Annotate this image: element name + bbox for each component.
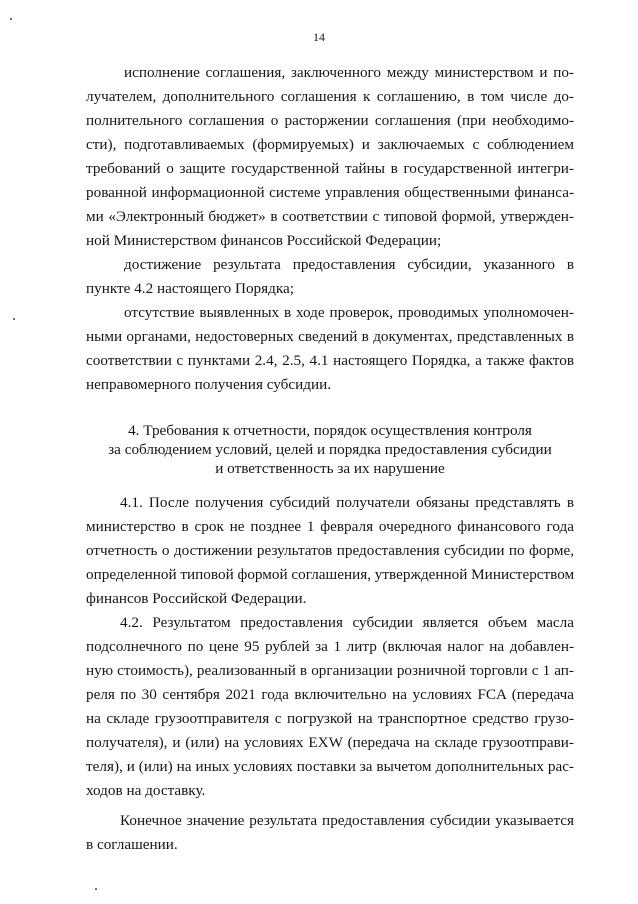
paragraph-line: 4.1. После получения субсидий получатели обязаны представлять в bbox=[120, 494, 574, 511]
paragraph-line: ными органами, недостоверных сведений в документах, представленных в bbox=[86, 328, 574, 345]
paragraph-line: отсутствие выявленных в ходе проверок, проводимых уполномочен- bbox=[124, 304, 574, 321]
paragraph-line: полнительного соглашения о расторжении соглашения (при необходимо- bbox=[86, 112, 574, 129]
paragraph-line: министерство в срок не позднее 1 февраля очередного финансового года bbox=[86, 518, 574, 535]
paragraph-line: лучателем, дополнительного соглашения к соглашению, в том числе до- bbox=[86, 88, 574, 105]
paragraph-line: отчетность о достижении результатов предоставления субсидии по форме, bbox=[86, 542, 574, 559]
scan-speck bbox=[95, 888, 97, 890]
paragraph-line: исполнение соглашения, заключенного между министерством и по- bbox=[124, 64, 574, 81]
paragraph-line: пункте 4.2 настоящего Порядка; bbox=[86, 280, 294, 297]
paragraph-line: получателя), и (или) на условиях EXW (передача на складе грузоотправи- bbox=[86, 734, 574, 751]
paragraph-line: определенной типовой формой соглашения, утвержденной Министерством bbox=[86, 566, 575, 583]
paragraph-line: ной Министерством финансов Российской Федерации; bbox=[86, 232, 442, 249]
paragraph-line: реля по 30 сентября 2021 года включительно на условиях FCA (передача bbox=[86, 686, 574, 703]
section-heading: за соблюдением условий, целей и порядка предоставления субсидии bbox=[108, 441, 552, 458]
paragraph-line: ходов на доставку. bbox=[86, 782, 206, 799]
paragraph-line: в соглашении. bbox=[86, 836, 178, 853]
paragraph-line: ную стоимость), реализованный в организации розничной торговли с 1 ап- bbox=[86, 662, 574, 679]
paragraph-line: теля), и (или) на иных условиях поставки за вычетом дополнительных рас- bbox=[86, 758, 574, 775]
page-number: 14 bbox=[313, 30, 325, 44]
section-heading: 4. Требования к отчетности, порядок осуществления контроля bbox=[128, 422, 532, 439]
paragraph-line: 4.2. Результатом предоставления субсидии является объем масла bbox=[120, 614, 574, 631]
paragraph-line: на складе грузоотправителя с погрузкой на транспортное средство грузо- bbox=[86, 710, 574, 727]
paragraph-line: ми «Электронный бюджет» в соответствии с типовой формой, утвержден- bbox=[86, 208, 574, 225]
scan-speck bbox=[13, 318, 15, 320]
paragraph-line: неправомерного получения субсидии. bbox=[86, 376, 332, 393]
paragraph-line: подсолнечного по цене 95 рублей за 1 литр (включая налог на добавлен- bbox=[86, 638, 574, 655]
paragraph-line: сти), подготавливаемых (формируемых) и заключаемых с соблюдением bbox=[86, 136, 574, 153]
paragraph-line: достижение результата предоставления субсидии, указанного в bbox=[124, 256, 574, 273]
paragraph-line: соответствии с пунктами 2.4, 2.5, 4.1 настоящего Порядка, а также фактов bbox=[86, 352, 574, 369]
scan-speck bbox=[10, 18, 12, 20]
paragraph-line: требований о защите государственной тайны в государственной интегри- bbox=[86, 160, 574, 177]
paragraph-line: Конечное значение результата предоставления субсидии указывается bbox=[120, 812, 574, 829]
paragraph-line: финансов Российской Федерации. bbox=[86, 590, 307, 607]
section-heading: и ответственность за их нарушение bbox=[215, 460, 445, 477]
paragraph-line: рованной информационной системе управления общественными финанса- bbox=[86, 184, 574, 201]
